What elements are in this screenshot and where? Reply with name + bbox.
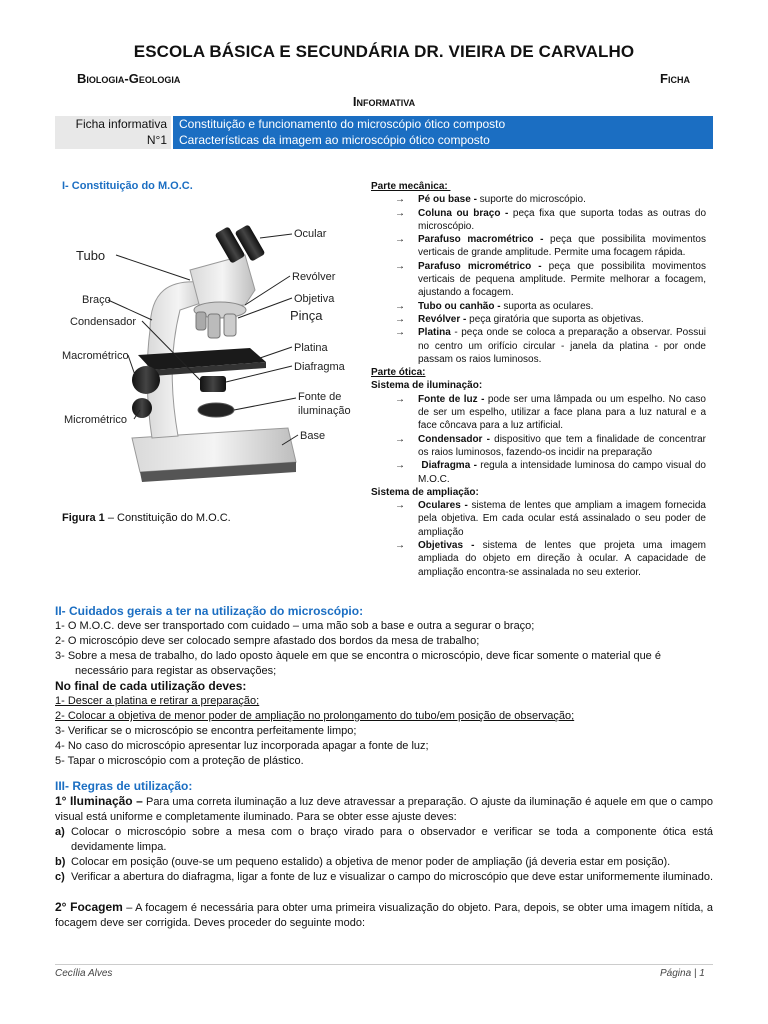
part-item xyxy=(371,326,706,366)
part-term: Revólver - xyxy=(418,313,467,325)
label-objetiva: Objetiva xyxy=(294,293,335,305)
info-title-box xyxy=(173,116,713,149)
otica-title: Parte ótica: xyxy=(371,367,426,379)
ampliacao-list xyxy=(371,499,706,579)
label-iluminacao: iluminação xyxy=(298,405,351,417)
arrow-icon: → xyxy=(395,327,405,339)
info-label-2: N°1 xyxy=(146,133,167,147)
label-micrometrico: Micrométrico xyxy=(64,414,127,426)
list-item: 1- Descer a platina e retirar a preparação; xyxy=(55,695,260,707)
step-text: Colocar o microscópio sobre a mesa com o braço virado para o observador e verificar se toda a componente ótica está devidamente limpa. xyxy=(71,826,713,853)
part-item xyxy=(371,207,706,234)
info-label-1: Ficha informativa xyxy=(75,117,167,131)
part-item xyxy=(371,499,706,539)
micro-knob-shape xyxy=(132,398,152,418)
part-desc: sistema de lentes que ampliam a imagem fornecida pela objetiva. Em cada ocular está assinalado o seu poder de ampliação xyxy=(418,500,706,538)
part-item xyxy=(371,260,706,300)
iluminacao-title: Sistema de iluminação: xyxy=(371,380,483,392)
school-title: ESCOLA BÁSICA E SECUNDÁRIA DR. VIEIRA DE CARVALHO xyxy=(133,42,635,61)
objectives-shape xyxy=(196,312,236,338)
iluminacao-head: 1° Iluminação – xyxy=(55,794,143,808)
list-item: 4- No caso do microscópio apresentar luz incorporada apagar a fonte de luz; xyxy=(55,740,429,752)
mecanica-title: Parte mecânica: xyxy=(371,181,451,192)
arrow-icon: → xyxy=(395,393,405,405)
arrow-icon: → xyxy=(395,194,405,206)
label-ocular: Ocular xyxy=(294,228,327,240)
figure-caption xyxy=(62,512,231,524)
iluminacao-steps xyxy=(55,825,713,885)
step-text: Verificar a abertura do diafragma, ligar a fonte de luz e visualizar o campo do microscópio que deve estar uniformemente iluminado. xyxy=(71,871,714,883)
part-item xyxy=(371,193,706,206)
part-term: Diafragma - xyxy=(418,460,477,472)
part-item xyxy=(371,300,706,313)
part-desc: peça que possibilita movimentos verticais de grande amplitude. Permite uma focagem rápida. xyxy=(418,234,706,259)
step-item xyxy=(55,825,713,855)
microscope-figure xyxy=(60,210,360,500)
part-item xyxy=(371,433,706,460)
part-desc: peça fixa que suporta todas as outras do microscópio. xyxy=(418,207,707,232)
info-title-1: Constituição e funcionamento do microscópio ótico composto xyxy=(179,117,506,131)
part-desc: peça giratória que suporta as objetivas. xyxy=(466,313,644,325)
part-term: Platina xyxy=(418,327,451,339)
part-item xyxy=(371,393,706,433)
part-desc: peça que possibilita movimentos verticais de pequena amplitude. Permite melhorar a focagem, ajustando a focagem. xyxy=(418,260,706,299)
step-letter: c) xyxy=(55,871,65,883)
part-desc: - peça onde se coloca a preparação a observar. Possui no centro um orifício circular - janela da platina - por onde passam os raios luminosos. xyxy=(418,327,706,365)
label-revolver: Revólver xyxy=(292,271,336,283)
part-term: Pé ou base - xyxy=(418,194,477,206)
final-title: No final de cada utilização deves: xyxy=(55,679,247,693)
label-braco: Braço xyxy=(82,294,111,306)
iluminacao-text: Para uma correta iluminação a luz deve atravessar a preparação. O ajuste da iluminação é aquele em que o campo visual está uniforme e completamente iluminado. Para se obter esse ajuste deves: xyxy=(55,796,713,823)
info-bar xyxy=(55,116,713,149)
arrow-icon: → xyxy=(395,260,405,272)
part-desc: suporte do microscópio. xyxy=(476,194,586,206)
list-item: 3- Sobre a mesa de trabalho, do lado oposto àquele em que se encontra o microscópio, deve ficar somente o material que é necessário para registar as observações; xyxy=(55,650,661,677)
info-title-2: Características da imagem ao microscópio ótico composto xyxy=(179,133,490,147)
step-item xyxy=(55,855,713,870)
list-item: 3- Verificar se o microscópio se encontra perfeitamente limpo; xyxy=(55,725,357,737)
ampliacao-title: Sistema de ampliação: xyxy=(371,486,479,498)
main-body xyxy=(55,604,713,931)
arrow-icon: → xyxy=(395,207,405,219)
eyepieces-shape xyxy=(215,224,266,263)
part-desc: sistema de lentes que projeta uma imagem ampliada do objeto em direção à ocular. A capacidade de ampliação encontra-se assinalada no seu exterior. xyxy=(418,540,706,578)
label-condensador: Condensador xyxy=(70,316,137,328)
condenser-shape xyxy=(200,376,226,392)
subject-label: Biologia-Geologia xyxy=(77,71,181,86)
section-2-list xyxy=(55,619,713,679)
part-term: Parafuso micrométrico - xyxy=(418,260,542,272)
arrow-icon: → xyxy=(395,234,405,246)
list-item: 1- O M.O.C. deve ser transportado com cuidado – uma mão sob a base e outra a segurar o braço; xyxy=(55,620,535,632)
part-term: Tubo ou canhão - xyxy=(418,300,501,312)
part-desc: regula a intensidade luminosa do campo visual do M.O.C. xyxy=(418,460,706,485)
iluminacao-paragraph xyxy=(55,794,713,825)
parts-list xyxy=(371,180,706,579)
part-desc: dispositivo que tem a finalidade de concentrar os raios luminosos, fazendo-os incidir na preparação xyxy=(418,433,706,458)
ficha-label: Ficha xyxy=(660,71,690,86)
focagem-paragraph xyxy=(55,900,713,931)
arrow-icon: → xyxy=(395,300,405,312)
info-label-box xyxy=(55,116,171,149)
iluminacao-list xyxy=(371,393,706,486)
focagem-text: – A focagem é necessária para obter uma primeira visualização do objeto. Para, depois, se obter uma imagem nítida, a focagem deve ser corrigida. Deves proceder do seguinte modo: xyxy=(55,902,713,929)
figure-caption-bold: Figura 1 xyxy=(62,512,105,524)
part-term: Condensador - xyxy=(418,433,490,445)
final-list xyxy=(55,694,713,769)
part-term: Coluna ou braço - xyxy=(418,207,509,219)
arrow-icon: → xyxy=(395,313,405,325)
step-text: Colocar em posição (ouve-se um pequeno estalido) a objetiva de menor poder de ampliação (já deveria estar em posição). xyxy=(71,856,671,868)
section-2-title: II- Cuidados gerais a ter na utilização do microscópio: xyxy=(55,604,364,618)
macro-knob-shape xyxy=(132,366,160,394)
footer-divider xyxy=(55,964,713,965)
section-1-title: I- Constituição do M.O.C. xyxy=(62,180,193,192)
label-platina: Platina xyxy=(294,342,328,354)
figure-caption-text: – Constituição do M.O.C. xyxy=(104,512,231,524)
list-item: 5- Tapar o microscópio com a proteção de plástico. xyxy=(55,755,304,767)
informativa-label: Informativa xyxy=(352,94,416,109)
list-item: 2- Colocar a objetiva de menor poder de ampliação no prolongamento do tubo/em posição de observação; xyxy=(55,710,575,722)
label-fonte: Fonte de xyxy=(298,391,342,403)
mecanica-list xyxy=(371,193,706,366)
arrow-icon: → xyxy=(395,433,405,445)
arrow-icon: → xyxy=(395,540,405,552)
part-term: Objetivas - xyxy=(418,540,475,552)
list-item: 2- O microscópio deve ser colocado sempre afastado dos bordos da mesa de trabalho; xyxy=(55,635,480,647)
focagem-head: 2° Focagem xyxy=(55,900,123,914)
label-diafragma: Diafragma xyxy=(294,361,345,373)
part-term: Parafuso macrométrico - xyxy=(418,234,544,246)
section-3-title: III- Regras de utilização: xyxy=(55,779,193,793)
part-item xyxy=(371,313,706,326)
part-term: Fonte de luz - xyxy=(418,393,485,405)
label-base: Base xyxy=(300,430,326,442)
microscope-head-shape xyxy=(190,255,255,308)
label-tubo: Tubo xyxy=(76,248,106,263)
light-source-shape xyxy=(198,403,234,417)
part-item xyxy=(371,233,706,260)
step-item xyxy=(55,870,713,885)
label-macrometrico: Macrométrico xyxy=(62,350,129,362)
footer-page: Página | 1 xyxy=(660,968,705,979)
part-desc: suporta as oculares. xyxy=(500,300,594,312)
part-item xyxy=(371,459,706,486)
step-letter: b) xyxy=(55,856,66,868)
part-term: Oculares - xyxy=(418,500,468,512)
step-letter: a) xyxy=(55,826,65,838)
part-item xyxy=(371,539,706,579)
part-desc: pode ser uma lâmpada ou um espelho. No caso de ser um espelho, utilizar a face plana para a luz natural e a face côncava para a luz artificial. xyxy=(418,393,706,432)
footer-author: Cecília Alves xyxy=(55,968,113,979)
label-pinca: Pinça xyxy=(290,308,323,323)
arrow-icon: → xyxy=(395,500,405,512)
arrow-icon: → xyxy=(395,460,405,472)
